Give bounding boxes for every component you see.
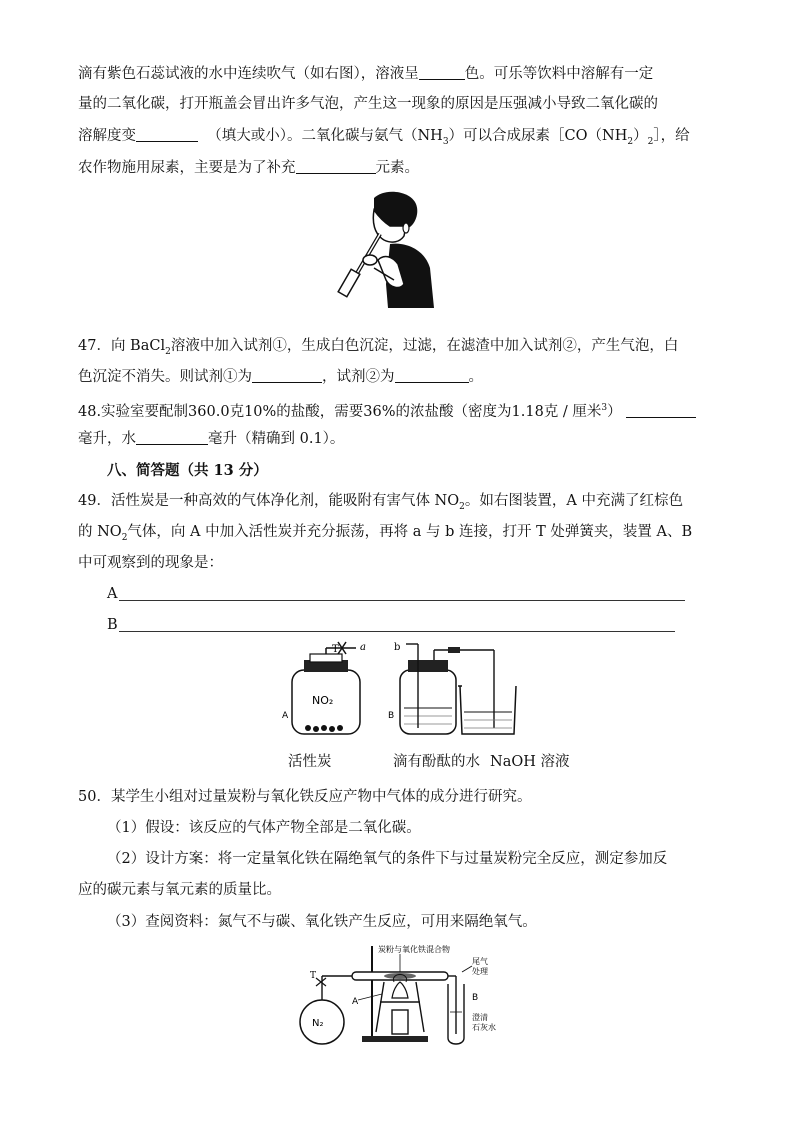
fig-label-no2: NO₂ (312, 694, 334, 707)
q46-text: （填大或小）。二氧化碳与氨气（NH (207, 128, 443, 144)
section-title: 八、简答题（共 13 分） (107, 462, 268, 479)
q46-blank-color[interactable] (419, 65, 465, 81)
q47-text: ，试剂②为 (322, 369, 395, 385)
fig-label-lime-2: 石灰水 (472, 1023, 496, 1032)
q49-line-3: 中可观察到的现象是： (78, 555, 223, 571)
q46-text: ）可以合成尿素［CO（NH (448, 128, 628, 144)
q50-line-3: （2）设计方案：将一定量氧化铁在隔绝氧气的条件下与过量炭粉完全反应，测定参加反 (107, 851, 668, 867)
q49-text: 49．活性炭是一种高效的气体净化剂，能吸附有害气体 NO (78, 493, 460, 509)
q46-line-2 (78, 88, 718, 121)
q47-blank-reagent-1[interactable] (252, 368, 322, 384)
fig-label-t: T (310, 971, 317, 981)
q48-text: 48.实验室要配制360.0克10%的盐酸，需要36%的浓盐酸（密度为1.18克 / 厘米 (78, 403, 602, 420)
q49-caption-naoh: NaOH 溶液 (490, 754, 570, 770)
q46-blank-element[interactable] (296, 159, 376, 175)
q48-text: 毫升（精确到 0.1）。 (208, 431, 345, 447)
q49-text: 的 NO (78, 524, 122, 540)
q49-answer-line-a[interactable] (119, 600, 685, 601)
q48-text: 毫升，水 (78, 431, 136, 447)
q46-text: ］，给 (653, 128, 690, 144)
q46-text: 农作物施用尿素，主要是为了补充 (78, 160, 296, 176)
fig-label-n2: N₂ (312, 1018, 324, 1029)
q46-line-1 (78, 58, 718, 91)
q48-blank-acid-volume[interactable] (626, 402, 696, 418)
fig-label-bottle-b: B (388, 711, 395, 721)
q50-apparatus-figure (296, 942, 496, 1048)
fig-label-a: A (352, 997, 359, 1007)
q49-caption-activated-carbon: 活性炭 (288, 754, 332, 770)
q46-blank-solubility[interactable] (136, 127, 198, 143)
q46-text: 量的二氧化碳，打开瓶盖会冒出许多气泡，产生这一现象的原因是压强减小导致二氧化碳的 (78, 96, 658, 112)
q49-answer-line-b[interactable] (119, 631, 675, 632)
subscript: 2 (165, 346, 171, 357)
q46-text: 溶解度变 (78, 128, 136, 144)
q50-line-4: 应的碳元素与氧元素的质量比。 (78, 882, 281, 898)
q49-answer-label-a: A (107, 586, 118, 602)
q49-apparatus-figure (282, 640, 522, 740)
q46-text: 滴有紫色石蕊试液的水中连续吹气（如右图），溶液呈 (78, 66, 419, 82)
q46-text: 元素。 (375, 160, 419, 176)
boy-blowing-figure (334, 188, 438, 312)
q47-blank-reagent-2[interactable] (395, 368, 469, 384)
q50-line-1: 50．某学生小组对过量炭粉与氧化铁反应产物中气体的成分进行研究。 (78, 789, 532, 805)
q47-text: 溶液中加入试剂①，生成白色沉淀，过滤，在滤渣中加入试剂②，产生气泡，白 (170, 338, 679, 354)
subscript: 2 (647, 136, 654, 147)
q47-line-2 (78, 361, 718, 394)
subscript: 2 (121, 532, 128, 543)
fig-label-lime-1: 澄清 (472, 1013, 488, 1022)
q46-text: 色。可乐等饮料中溶解有一定 (464, 66, 654, 82)
q48-line-2 (78, 423, 718, 456)
q47-text: 。 (468, 369, 483, 385)
q49-text: 。如右图装置，A 中充满了红棕色 (464, 493, 683, 509)
superscript: 3 (601, 403, 608, 413)
fig-label-t: T (332, 644, 339, 655)
fig-label-b: B (472, 993, 479, 1003)
fig-label-mix: 炭粉与氧化铁混合物 (378, 945, 450, 954)
q46-text: ） (633, 128, 648, 144)
q48-blank-water-volume[interactable] (136, 430, 208, 446)
q48-text: ） (607, 403, 622, 420)
subscript: 2 (459, 501, 465, 512)
fig-label-b: b (394, 642, 401, 653)
fig-label-bottle-a: A (282, 711, 289, 721)
subscript: 2 (627, 136, 634, 147)
q49-answer-label-b: B (107, 617, 118, 633)
q47-text: 47．向 BaCl (78, 338, 166, 354)
fig-label-tail-2: 处理 (472, 967, 488, 976)
q49-caption-phenolphthalein-water: 滴有酚酞的水 (393, 754, 480, 770)
subscript: 3 (442, 136, 449, 147)
q50-line-5: （3）查阅资料：氮气不与碳、氧化铁产生反应，可用来隔绝氧气。 (107, 914, 537, 930)
fig-label-tail-1: 尾气 (472, 957, 488, 966)
q49-text: 气体，向 A 中加入活性炭并充分振荡，再将 a 与 b 连接，打开 T 处弹簧夹，装置 A、B (127, 524, 693, 540)
q46-line-4 (78, 152, 718, 185)
q50-line-2: （1）假设：该反应的气体产物全部是二氧化碳。 (107, 820, 421, 836)
q47-text: 色沉淀不消失。则试剂①为 (78, 369, 252, 385)
fig-label-a: a (360, 642, 366, 653)
